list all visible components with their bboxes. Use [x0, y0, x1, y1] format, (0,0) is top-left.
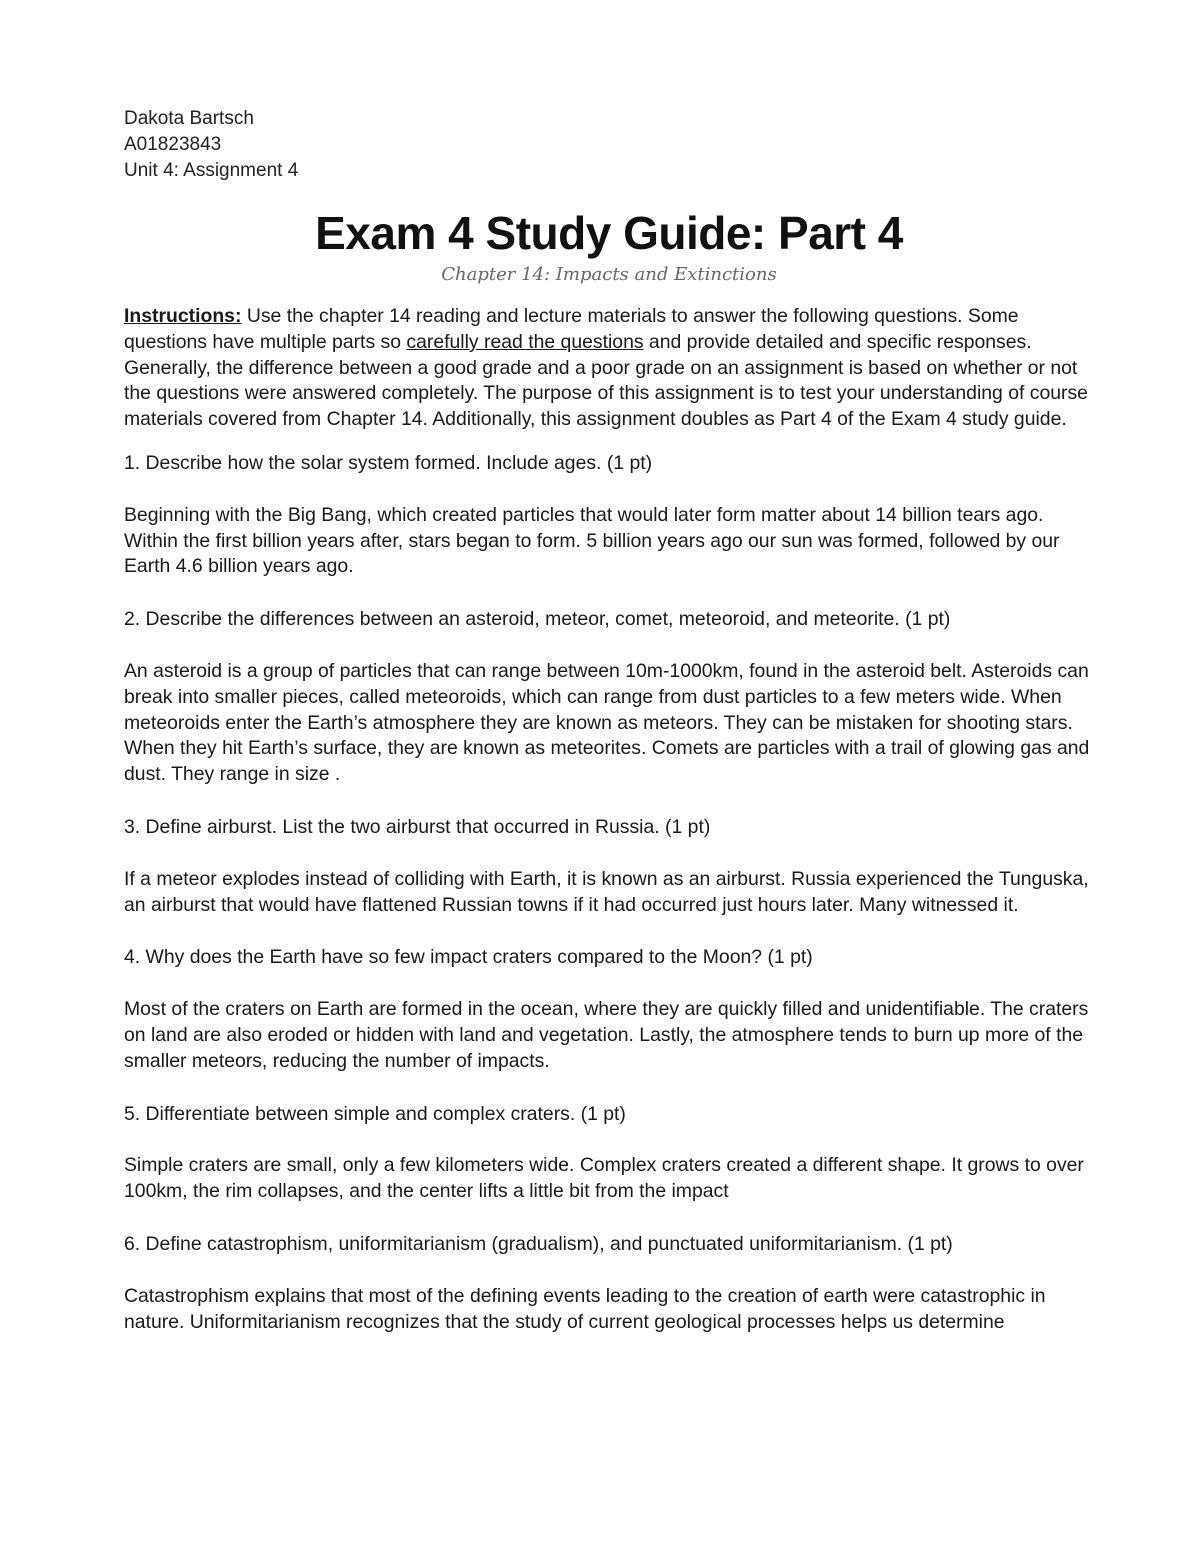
question-list	[124, 451, 1094, 1335]
question-text: 3. Define airburst. List the two airburst that occurred in Russia. (1 pt)	[124, 815, 711, 838]
answer-text: Catastrophism explains that most of the defining events leading to the creation of earth were catastrophic in nature. Uniformitarianism recognizes that the study of current geological processes helps us determine	[124, 1284, 1046, 1333]
question-text: 2. Describe the differences between an asteroid, meteor, comet, meteoroid, and meteorite. (1 pt)	[124, 608, 951, 631]
page-title: Exam 4 Study Guide: Part 4	[315, 207, 903, 259]
instructions-label: Instructions:	[124, 305, 242, 327]
qa-item-6	[124, 1232, 1094, 1335]
instructions-text-after: and provide detailed and specific responses. Generally, the difference between a good grade and a poor grade on an assignment is based on whether or not the questions were answered completely. The purpose of this assignment is to test your understanding of course materials covered from Chapter 14. Additionally, this assignment doubles as Part 4 of the Exam 4 study guide.	[124, 330, 1088, 431]
qa-item-4	[124, 945, 1094, 1074]
instructions-underlined-text: carefully read the questions	[406, 330, 644, 353]
question-text: 6. Define catastrophism, uniformitarianism (gradualism), and punctuated uniformitarianism. (1 pt)	[124, 1232, 953, 1255]
student-name: Dakota Bartsch	[124, 108, 254, 129]
question-text: 4. Why does the Earth have so few impact craters compared to the Moon? (1 pt)	[124, 946, 813, 969]
page-subtitle: Chapter 14: Impacts and Extinctions	[441, 264, 777, 285]
qa-item-1	[124, 451, 1094, 580]
answer-text: Most of the craters on Earth are formed in the ocean, where they are quickly filled and unidentifiable. The craters on land are also eroded or hidden with land and vegetation. Lastly, the atmosphere tends to burn up more of the smaller meteors, reducing the number of impacts.	[124, 998, 1089, 1072]
assignment-label: Unit 4: Assignment 4	[124, 160, 299, 181]
instructions-paragraph	[124, 304, 1094, 433]
question-text: 5. Differentiate between simple and complex craters. (1 pt)	[124, 1102, 626, 1125]
question-text: 1. Describe how the solar system formed. Include ages. (1 pt)	[124, 451, 653, 474]
document-page	[124, 106, 1094, 1335]
answer-text: Simple craters are small, only a few kilometers wide. Complex craters created a different shape. It grows to over 100km, the rim collapses, and the center lifts a little bit from the impact	[124, 1154, 1084, 1203]
answer-text: Beginning with the Big Bang, which created particles that would later form matter about 14 billion tears ago. Within the first billion years after, stars began to form. 5 billion years ago our sun was formed, followed by our Earth 4.6 billion years ago.	[124, 503, 1060, 578]
student-id: A01823843	[124, 134, 222, 155]
qa-item-5	[124, 1102, 1094, 1205]
answer-text: If a meteor explodes instead of colliding with Earth, it is known as an airburst. Russia experienced the Tunguska, an airburst that would have flattened Russian towns if it had occurred just hours later. Many witnessed it.	[124, 867, 1089, 916]
student-header	[124, 106, 1094, 184]
qa-item-3	[124, 815, 1094, 918]
answer-text: An asteroid is a group of particles that can range between 10m-1000km, found in the asteroid belt. Asteroids can break into smaller pieces, called meteoroids, which can range from dust particles to a few meters wide. When meteoroids enter the Earth’s atmosphere they are known as meteors. They can be mistaken for shooting stars. When they hit Earth’s surface, they are known as meteorites. Comets are particles with a trail of glowing gas and dust. They range in size .	[124, 659, 1090, 786]
qa-item-2	[124, 607, 1094, 788]
instructions-text-before: Use the chapter 14 reading and lecture materials to answer the following questions. Some questions have multiple parts so	[124, 305, 1019, 353]
